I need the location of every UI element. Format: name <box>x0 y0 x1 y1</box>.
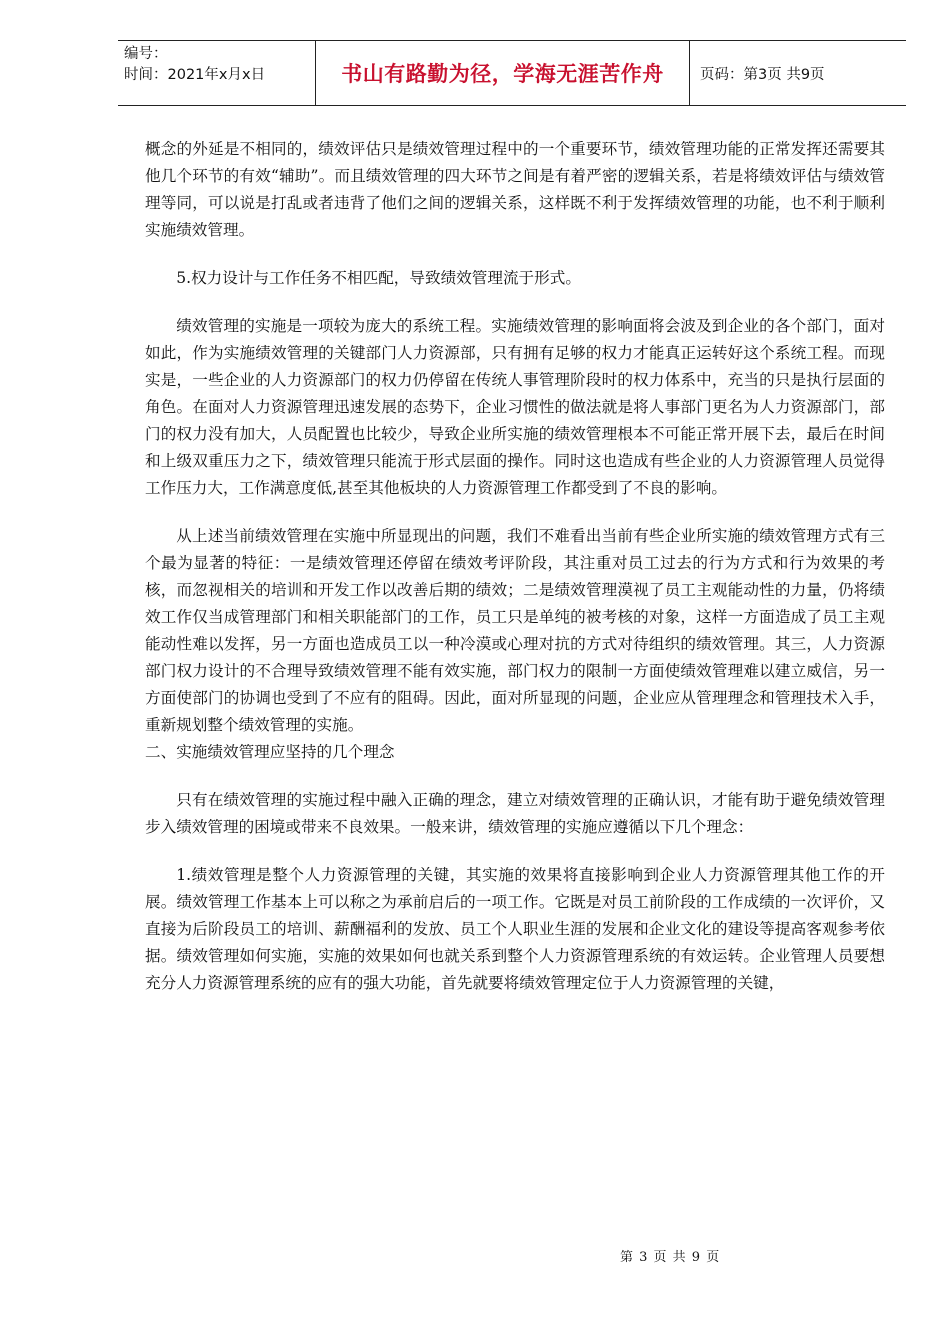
body-paragraph: 绩效管理的实施是一项较为庞大的系统工程。实施绩效管理的影响面将会波及到企业的各个部门，面对如此，作为实施绩效管理的关键部门人力资源部，只有拥有足够的权力才能真正运转好这个系统工程。而现实是，一些企业的人力资源部门的权力仍停留在传统人事管理阶段时的权力体系中，充当的只是执行层面的角色。在面对人力资源管理迅速发展的态势下，企业习惯性的做法就是将人事部门更名为人力资源部门，部门的权力没有加大，人员配置也比较少，导致企业所实施的绩效管理根本不可能正常开展下去，最后在时间和上级双重压力之下，绩效管理只能流于形式层面的操作。同时这也造成有些企业的人力资源管理人员觉得工作压力大，工作满意度低,甚至其他板块的人力资源管理工作都受到了不良的影响。 <box>145 317 885 497</box>
body-paragraph: 1.绩效管理是整个人力资源管理的关键，其实施的效果将直接影响到企业人力资源管理其他工作的开展。绩效管理工作基本上可以称之为承前启后的一项工作。它既是对员工前阶段的工作成绩的一次评价，又直接为后阶段员工的培训、薪酬福利的发放、员工个人职业生涯的发展和企业文化的建设等提高客观参考依据。绩效管理如何实施，实施的效果如何也就关系到整个人力资源管理系统的有效运转。企业管理人员要想充分人力资源管理系统的应有的强大功能，首先就要将绩效管理定位于人力资源管理的关键， <box>145 866 885 992</box>
document-body <box>145 136 885 1018</box>
body-subheading: 5.权力设计与工作任务不相匹配，导致绩效管理流于形式。 <box>176 269 581 287</box>
section-heading: 二、实施绩效管理应坚持的几个理念 <box>145 743 395 761</box>
page-header <box>118 40 906 106</box>
header-motto: 书山有路勤为径，学海无涯苦作舟 <box>316 41 690 105</box>
time-label: 时间：2021年x月x日 <box>124 67 266 83</box>
serial-number-label: 编号： <box>124 46 168 62</box>
body-paragraph: 从上述当前绩效管理在实施中所显现出的问题，我们不难看出当前有些企业所实施的绩效管理方式有三个最为显著的特征：一是绩效管理还停留在绩效考评阶段，其注重对员工过去的行为方式和行为效果的考核，而忽视相关的培训和开发工作以改善后期的绩效；二是绩效管理漠视了员工主观能动性的力量，仍将绩效工作仅当成管理部门和相关职能部门的工作，员工只是单纯的被考核的对象，这样一方面造成了员工主观能动性难以发挥，另一方面也造成员工以一种冷漠或心理对抗的方式对待组织的绩效管理。其三，人力资源部门权力设计的不合理导致绩效管理不能有效实施，部门权力的限制一方面使绩效管理难以建立威信，另一方面使部门的协调也受到了不应有的阻碍。因此，面对所显现的问题，企业应从管理理念和管理技术入手，重新规划整个绩效管理的实施。 <box>145 527 885 734</box>
body-paragraph: 只有在绩效管理的实施过程中融入正确的理念，建立对绩效管理的正确认识，才能有助于避免绩效管理步入绩效管理的困境或带来不良效果。一般来讲，绩效管理的实施应遵循以下几个理念： <box>145 791 885 836</box>
header-page-info: 页码：第3页 共9页 <box>700 66 825 83</box>
body-paragraph: 概念的外延是不相同的，绩效评估只是绩效管理过程中的一个重要环节，绩效管理功能的正常发挥还需要其他几个环节的有效“辅助”。而且绩效管理的四大环节之间是有着严密的逻辑关系，若是将绩效评估与绩效管理等同，可以说是打乱或者违背了他们之间的逻辑关系，这样既不利于发挥绩效管理的功能，也不利于顺利实施绩效管理。 <box>145 140 885 239</box>
header-meta-cell <box>118 41 316 105</box>
page-footer: 第 3 页 共 9 页 <box>620 1250 721 1265</box>
